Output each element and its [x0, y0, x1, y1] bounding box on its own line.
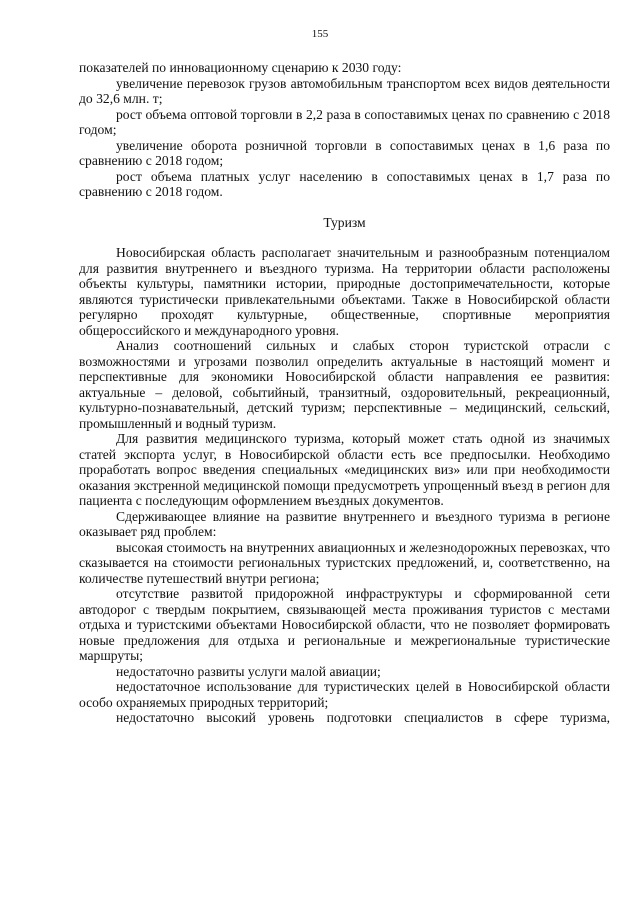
paragraph: Сдерживающее влияние на развитие внутреннего и въездного туризма в регионе оказывает ряд проблем: [79, 508, 610, 539]
page-number: 155 [311, 28, 329, 40]
list-item: увеличение перевозок грузов автомобильным транспортом всех видов деятельности до 32,6 млн. т; [79, 75, 610, 106]
paragraph: Для развития медицинского туризма, который может стать одной из значимых статей экспорта услуг, в Новосибирской области есть все предпосылки. Необходимо проработать вопрос введения специальных «медицинских виз» или при необходимости оказания экстренной медицинской помощи предусмотреть упрощенный въезд в регион для пациента с последующим оформлением въездных документов. [79, 431, 610, 508]
list-item: высокая стоимость на внутренних авиационных и железнодорожных перевозках, что сказывается на стоимости региональных туристских предложений, и, соответственно, на количестве путешествий внутри региона; [79, 539, 610, 586]
paragraph: показателей по инновационному сценарию к 2030 году: [79, 60, 402, 75]
list-item: рост объема оптовой торговли в 2,2 раза в сопоставимых ценах по сравнению с 2018 годом; [79, 106, 610, 137]
list-item: недостаточно высокий уровень подготовки специалистов в сфере туризма, [116, 710, 610, 725]
section-heading: Туризм [323, 214, 366, 230]
paragraph: Новосибирская область располагает значительным и разнообразным потенциалом для развития внутреннего и въездного туризма. На территории области расположены объекты культуры, памятники истории, природные достопримечательности, которые являются туристически привлекательными объектами. Также в Новосибирской области регулярно проходят культурные, общественные, спортивные мероприятия общероссийского и международного уровня. [79, 245, 610, 338]
list-item: рост объема платных услуг населению в сопоставимых ценах в 1,7 раза по сравнению с 2018 годом. [79, 168, 610, 199]
page-body [79, 60, 610, 726]
list-item: увеличение оборота розничной торговли в сопоставимых ценах в 1,6 раза по сравнению с 2018 годом; [79, 137, 610, 168]
list-item: отсутствие развитой придорожной инфраструктуры и сформированной сети автодорог с твердым покрытием, связывающей места проживания туристов с местами отдыха и туристскими объектами Новосибирской области, что не позволяет формировать новые предложения для отдыха и региональные и межрегиональные туристические маршруты; [79, 586, 610, 663]
paragraph: Анализ соотношений сильных и слабых сторон туристской отрасли с возможностями и угрозами позволил определить актуальные в настоящий момент и перспективные для экономики Новосибирской области направления ее развития: актуальные – деловой, событийный, транзитный, оздоровительный, рекреационный, культурно-познавательный, детский туризм; перспективные – медицинский, сельский, промышленный и водный туризм. [79, 338, 610, 431]
list-item: недостаточно развиты услуги малой авиации; [116, 663, 381, 679]
list-item: недостаточное использование для туристических целей в Новосибирской области особо охраняемых природных территорий; [79, 679, 610, 710]
